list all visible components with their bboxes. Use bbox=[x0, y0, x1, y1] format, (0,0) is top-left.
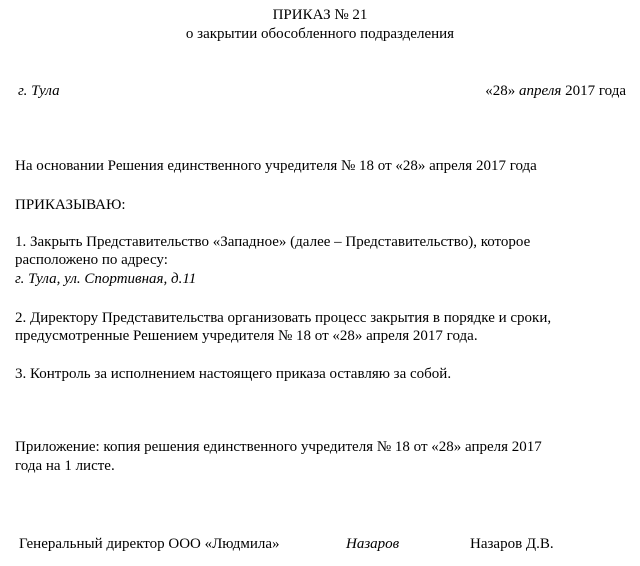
item-2-line-2: предусмотренные Решением учредителя № 18 от «28» апреля 2017 года. bbox=[15, 328, 478, 344]
item-2-line-1: 2. Директору Представительства организовать процесс закрытия в порядке и сроки, bbox=[15, 310, 552, 326]
item-1-line-2: расположено по адресу: bbox=[15, 252, 168, 268]
document-subtitle: о закрытии обособленного подразделения bbox=[185, 26, 455, 42]
date-month: апреля bbox=[519, 83, 562, 99]
city: г. Тула bbox=[18, 83, 60, 99]
basis-paragraph: На основании Решения единственного учредителя № 18 от «28» апреля 2017 года bbox=[15, 158, 537, 174]
order-word: ПРИКАЗЫВАЮ: bbox=[15, 197, 126, 213]
date-day: «28» bbox=[485, 83, 516, 99]
handwritten-signature: Назаров bbox=[346, 536, 400, 552]
item-1-line-1: 1. Закрыть Представительство «Западное» (далее – Представительство), которое bbox=[15, 234, 531, 250]
item-3: 3. Контроль за исполнением настоящего приказа оставляю за собой. bbox=[15, 366, 452, 382]
signatory-position: Генеральный директор ООО «Людмила» bbox=[19, 536, 280, 552]
item-1-address: г. Тула, ул. Спортивная, д.11 bbox=[15, 271, 197, 287]
document-title: ПРИКАЗ № 21 bbox=[272, 7, 368, 23]
appendix-line-1: Приложение: копия решения единственного учредителя № 18 от «28» апреля 2017 bbox=[15, 439, 542, 455]
appendix-line-2: года на 1 листе. bbox=[15, 458, 115, 474]
signatory-name: Назаров Д.В. bbox=[470, 536, 554, 552]
document-date bbox=[485, 82, 626, 100]
date-year: 2017 года bbox=[565, 83, 626, 99]
